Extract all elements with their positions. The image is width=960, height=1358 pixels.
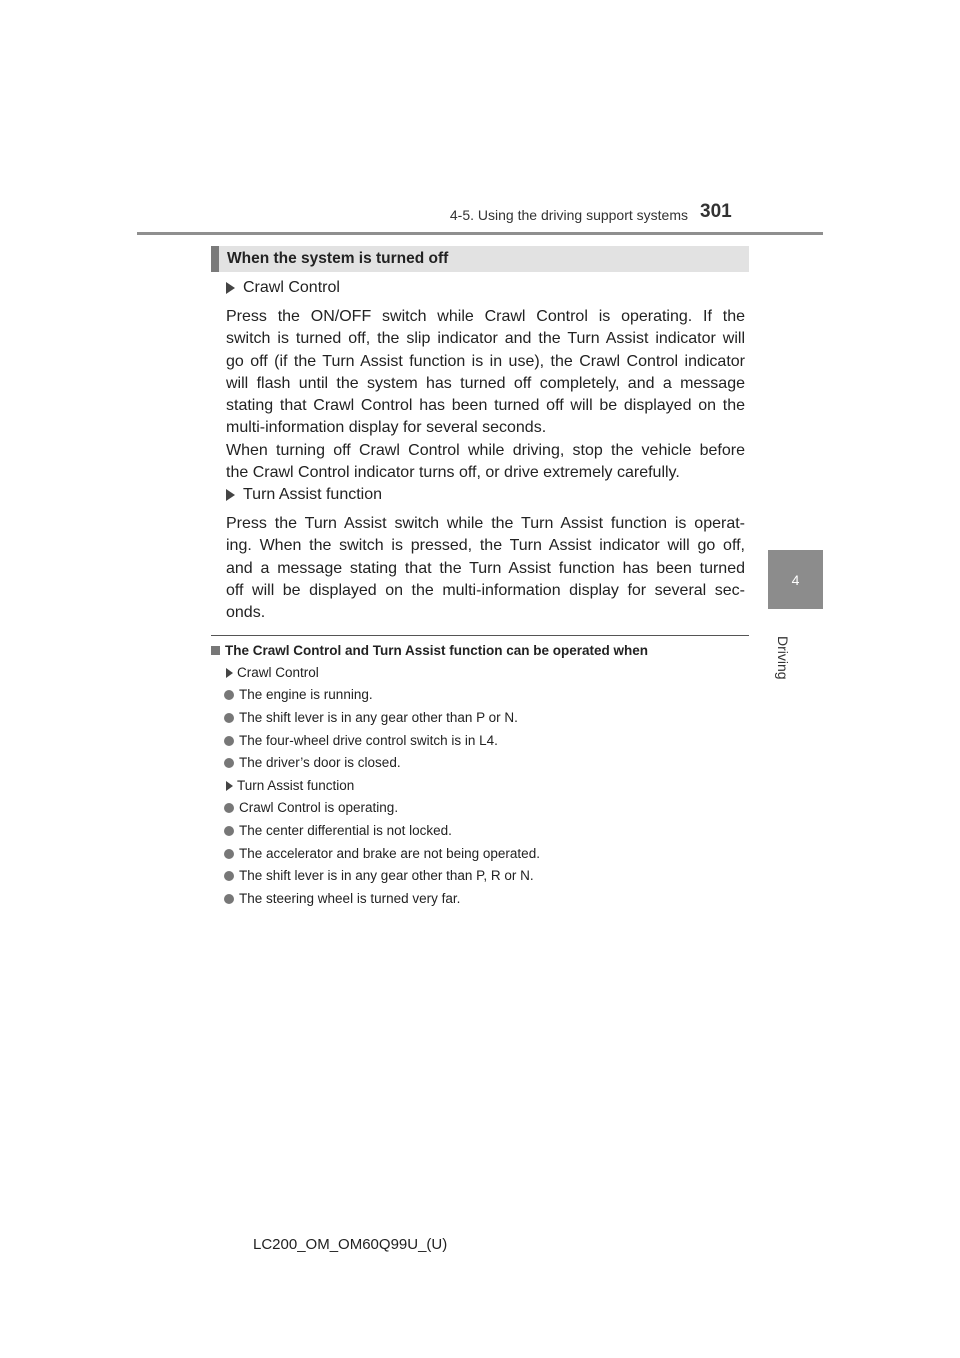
paragraph-line: and a message stating that the Turn Assist function has been turned (226, 559, 745, 577)
subsection-crawl-control (226, 279, 340, 297)
list-item-text: The driver’s door is closed. (239, 755, 401, 770)
paragraph-line: onds. (226, 604, 266, 622)
paragraph-line: Press the ON/OFF switch while Crawl Control is operating. If the (226, 308, 745, 325)
list-item-text: The four-wheel drive control switch is in L4. (239, 733, 498, 748)
notes-rule (211, 635, 749, 636)
square-bullet-icon (211, 646, 220, 655)
circle-bullet-icon (224, 713, 234, 723)
list-item (224, 687, 373, 702)
paragraph-line: switch is turned off, the slip indicator and the Turn Assist indicator will (226, 330, 745, 348)
running-header-title: 4-5. Using the driving support systems (449, 207, 688, 223)
paragraph-line: stating that Crawl Control has been turned off will be displayed on the (226, 397, 745, 415)
paragraph-line: When turning off Crawl Control while driving, stop the vehicle before (226, 441, 745, 459)
section-heading (211, 246, 749, 272)
notes-subsection-turn-assist (226, 778, 354, 793)
section-heading-text: When the system is turned off (227, 250, 449, 267)
paragraph-line: multi-information display for several seconds. (226, 419, 547, 437)
notes-heading (211, 643, 751, 658)
list-item-text: The accelerator and brake are not being operated. (239, 846, 540, 861)
page-number: 301 (700, 201, 732, 222)
paragraph-line: the Crawl Control indicator turns off, or drive extremely carefully. (226, 464, 680, 482)
circle-bullet-icon (224, 758, 234, 768)
list-item-text: The center differential is not locked. (239, 823, 452, 838)
notes-subsection-title: Turn Assist function (237, 778, 355, 793)
paragraph-line: off will be displayed on the multi-information display for several sec- (226, 581, 745, 599)
list-item-text: The steering wheel is turned very far. (239, 891, 461, 906)
triangle-bullet-icon (226, 489, 235, 501)
list-item-text: The engine is running. (239, 687, 373, 702)
triangle-bullet-icon (226, 282, 235, 294)
paragraph-line: ing. When the switch is pressed, the Turn Assist indicator will go off, (226, 537, 745, 555)
chapter-number: 4 (791, 571, 800, 588)
circle-bullet-icon (224, 803, 234, 813)
list-item-text: Crawl Control is operating. (239, 800, 399, 815)
list-item-text: The shift lever is in any gear other than P or N. (239, 710, 518, 725)
crawl-control-paragraph (226, 306, 745, 484)
circle-bullet-icon (224, 690, 234, 700)
subsection-title: Crawl Control (243, 279, 340, 296)
list-item (224, 868, 534, 883)
circle-bullet-icon (224, 894, 234, 904)
circle-bullet-icon (224, 849, 234, 859)
circle-bullet-icon (224, 736, 234, 746)
notes-subsection-crawl-control (226, 665, 319, 680)
triangle-bullet-icon (226, 781, 233, 791)
chapter-label: Driving (775, 636, 791, 680)
list-item (224, 846, 540, 861)
turn-assist-paragraph (226, 513, 745, 624)
chapter-tab (768, 550, 823, 609)
paragraph-line: will flash until the system has turned off completely, and a message (226, 374, 745, 392)
circle-bullet-icon (224, 871, 234, 881)
list-item (224, 710, 518, 725)
notes-subsection-title: Crawl Control (237, 665, 319, 680)
subsection-turn-assist (226, 486, 382, 504)
header-rule (137, 232, 823, 235)
document-code: LC200_OM_OM60Q99U_(U) (253, 1236, 448, 1253)
notes-heading-text: The Crawl Control and Turn Assist function can be operated when (225, 643, 649, 658)
triangle-bullet-icon (226, 668, 233, 678)
paragraph-line: go off (if the Turn Assist function is in use), the Crawl Control indicator (226, 352, 745, 370)
list-item (224, 800, 398, 815)
subsection-title: Turn Assist function (243, 486, 383, 503)
list-item (224, 891, 460, 906)
list-item (224, 755, 401, 770)
circle-bullet-icon (224, 826, 234, 836)
list-item (224, 733, 498, 748)
list-item (224, 823, 452, 838)
paragraph-line: Press the Turn Assist switch while the Turn Assist function is operat- (226, 515, 745, 532)
list-item-text: The shift lever is in any gear other than P, R or N. (239, 868, 534, 883)
